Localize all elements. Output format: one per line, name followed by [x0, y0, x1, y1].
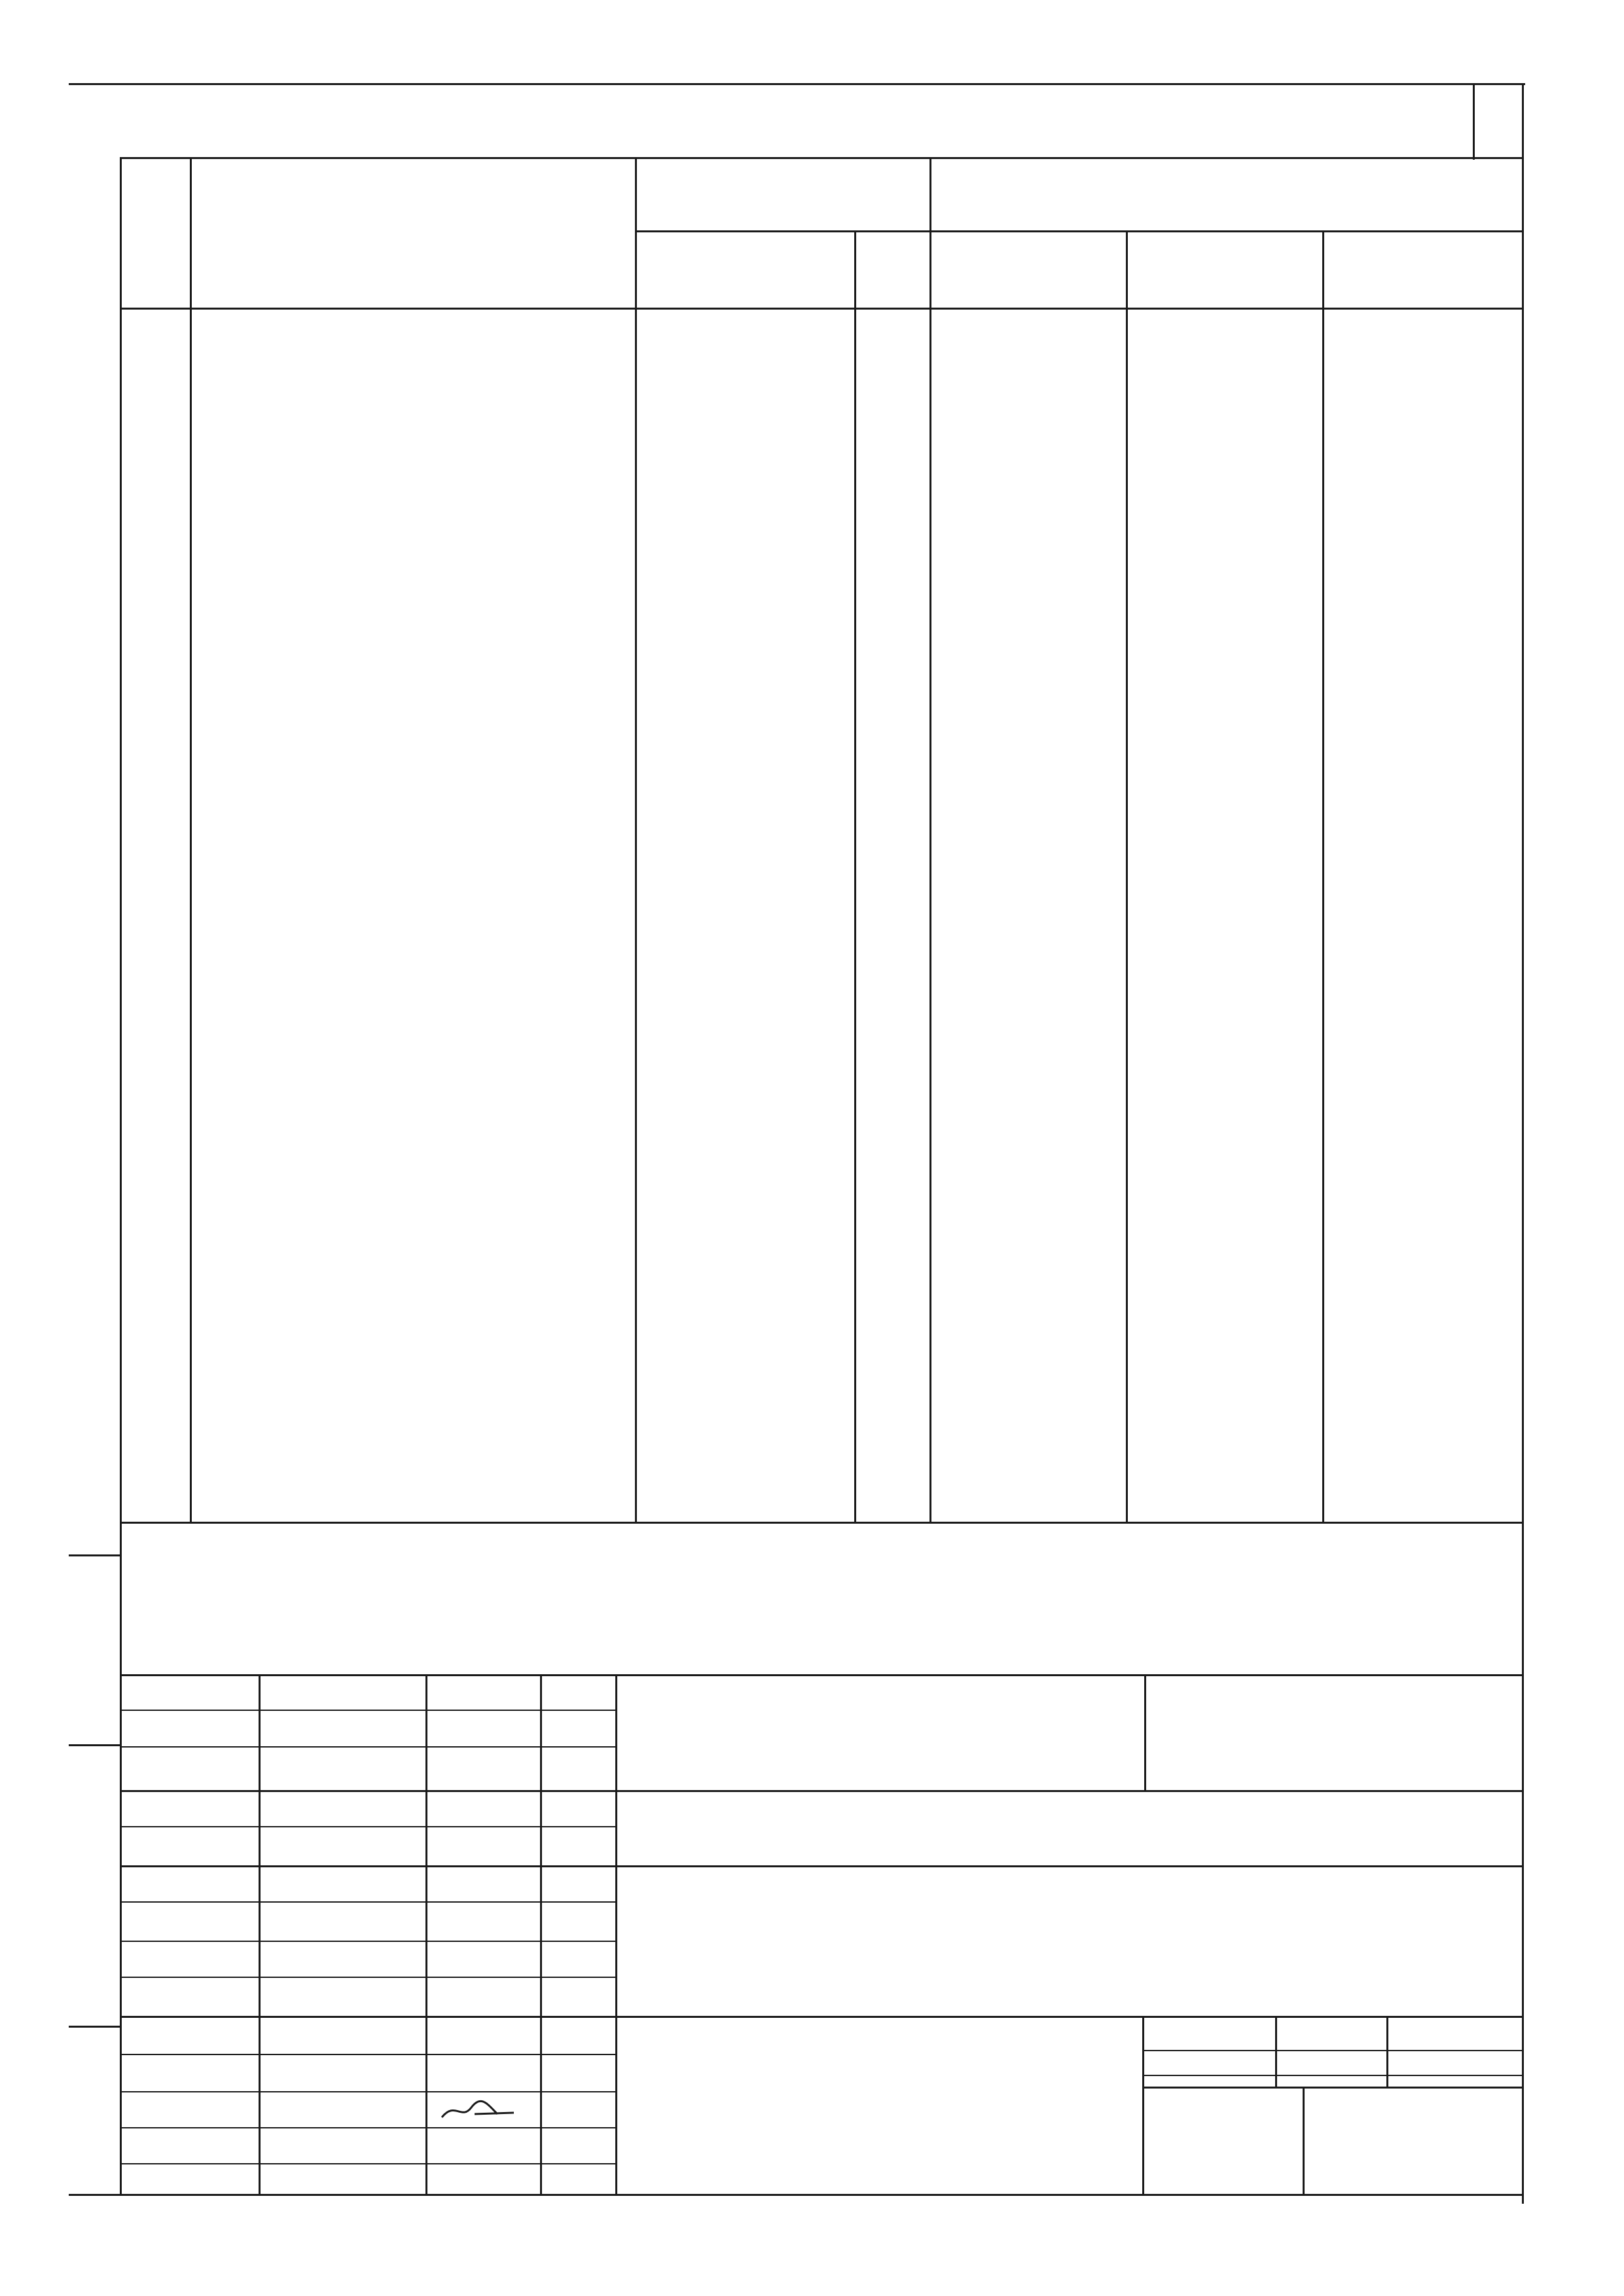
stage-v1: [1275, 2016, 1277, 2088]
tb-h6: [120, 1901, 617, 1903]
tb-v4: [615, 1674, 617, 2196]
tb-h7: [120, 1941, 617, 1942]
tb-h4: [120, 1826, 617, 1827]
header-bottom-line: [120, 308, 1524, 310]
stage-h2: [1142, 2075, 1524, 2076]
col-line-typ: [1126, 230, 1128, 1524]
stage-h3: [1142, 2087, 1524, 2089]
margin-tick-2: [69, 1744, 121, 1746]
right-border: [1522, 83, 1524, 2204]
top-border: [69, 83, 1525, 85]
tb-h2: [120, 1746, 617, 1748]
tb-v1: [259, 1674, 261, 2196]
tb-h13: [120, 2163, 617, 2164]
tb-v2: [425, 1674, 427, 2196]
table-top-line: [120, 157, 1524, 159]
sheet-number-box-left: [1473, 83, 1475, 160]
org-divider: [1303, 2087, 1305, 2196]
margin-tick-3: [69, 2026, 121, 2028]
table-bottom-line: [120, 1522, 1524, 1524]
col-line-name: [635, 157, 637, 1524]
col-line-unit: [929, 157, 931, 1524]
stage-v2: [1386, 2016, 1388, 2088]
note-bottom-line: [120, 1674, 1524, 1676]
margin-tick-1: [69, 1554, 121, 1556]
bottom-border: [120, 2194, 1524, 2196]
header-subline: [635, 230, 1524, 232]
stage-block-left: [1142, 2016, 1144, 2196]
tb-h11: [120, 2091, 617, 2092]
tb-v3: [540, 1674, 542, 2196]
signature-mark: [435, 2094, 533, 2127]
col-line-ind: [1322, 230, 1324, 1524]
col-line-rowno: [190, 157, 192, 1524]
tb-v5: [1144, 1674, 1146, 1792]
tb-h5: [120, 1865, 1524, 1867]
tb-h12: [120, 2127, 617, 2128]
tb-h3: [120, 1790, 1524, 1792]
col-line-material: [854, 230, 856, 1524]
tb-h9: [120, 2016, 1524, 2018]
tb-h1: [120, 1710, 617, 1711]
left-frame-line: [120, 157, 122, 2196]
margin-tick-4: [69, 2194, 121, 2196]
tb-h8: [120, 1977, 617, 1978]
stage-h1: [1142, 2050, 1524, 2051]
tb-h10: [120, 2054, 617, 2055]
